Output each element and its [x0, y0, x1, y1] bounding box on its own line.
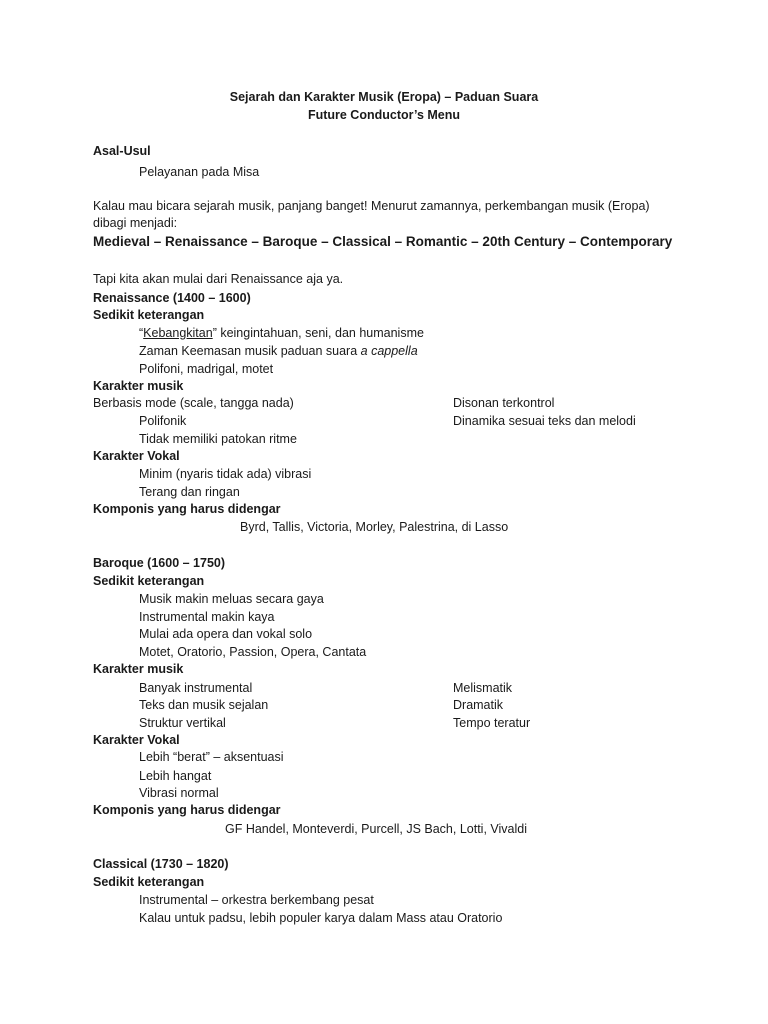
renaissance-komponis-list: Byrd, Tallis, Victoria, Morley, Palestrina, di Lasso [240, 520, 509, 534]
renaissance-karakter-left-item: Berbasis mode (scale, tangga nada) [93, 396, 294, 410]
keterangan-text: Zaman Keemasan musik paduan suara [139, 344, 361, 358]
italic-term: a cappella [360, 344, 418, 358]
quote-open: “ [139, 326, 144, 340]
renaissance-karakter-left-item: Tidak memiliki patokan ritme [139, 432, 297, 446]
renaissance-karakter-right-item: Disonan terkontrol [453, 396, 555, 410]
intro-paragraph-line-1: Kalau mau bicara sejarah musik, panjang banget! Menurut zamannya, perkembangan musik (Eropa) [93, 199, 650, 213]
keterangan-rest: ” keingintahuan, seni, dan humanisme [212, 326, 424, 340]
baroque-keterangan-item: Motet, Oratorio, Passion, Opera, Cantata [139, 645, 367, 659]
asal-usul-item: Pelayanan pada Misa [139, 165, 260, 179]
classical-keterangan-item: Kalau untuk padsu, lebih populer karya dalam Mass atau Oratorio [139, 911, 503, 925]
renaissance-keterangan-heading: Sedikit keterangan [93, 308, 205, 322]
baroque-keterangan-item: Mulai ada opera dan vokal solo [139, 627, 313, 641]
renaissance-keterangan-item [139, 325, 424, 341]
renaissance-karakter-musik-heading: Karakter musik [93, 379, 184, 393]
baroque-komponis-list: GF Handel, Monteverdi, Purcell, JS Bach, Lotti, Vivaldi [225, 822, 527, 836]
baroque-keterangan-item: Instrumental makin kaya [139, 610, 275, 624]
renaissance-komponis-heading: Komponis yang harus didengar [93, 502, 281, 516]
baroque-karakter-left-item: Teks dan musik sejalan [139, 698, 269, 712]
section-heading-renaissance: Renaissance (1400 – 1600) [93, 291, 251, 305]
renaissance-karakter-right-item: Dinamika sesuai teks dan melodi [453, 414, 636, 428]
section-heading-classical: Classical (1730 – 1820) [93, 857, 229, 871]
baroque-karakter-musik-heading: Karakter musik [93, 662, 184, 676]
renaissance-keterangan-item [139, 343, 418, 359]
document-subtitle: Future Conductor’s Menu [307, 108, 461, 122]
baroque-vokal-item: Lebih “berat” – aksentuasi [139, 750, 284, 764]
intro-paragraph-line-2: dibagi menjadi: [93, 216, 178, 230]
intro-start-line: Tapi kita akan mulai dari Renaissance aja ya. [93, 272, 344, 286]
section-heading-baroque: Baroque (1600 – 1750) [93, 556, 226, 570]
baroque-karakter-left-item: Banyak instrumental [139, 681, 253, 695]
baroque-karakter-vokal-heading: Karakter Vokal [93, 733, 180, 747]
baroque-vokal-item: Lebih hangat [139, 769, 212, 783]
renaissance-karakter-vokal-heading: Karakter Vokal [93, 449, 180, 463]
section-heading-asal-usul: Asal-Usul [93, 144, 151, 158]
baroque-karakter-left-item: Struktur vertikal [139, 716, 226, 730]
renaissance-vokal-item: Terang dan ringan [139, 485, 240, 499]
baroque-karakter-right-item: Melismatik [453, 681, 513, 695]
underlined-term: Kebangkitan [143, 326, 213, 340]
classical-keterangan-heading: Sedikit keterangan [93, 875, 205, 889]
baroque-keterangan-heading: Sedikit keterangan [93, 574, 205, 588]
baroque-karakter-right-item: Dramatik [453, 698, 504, 712]
baroque-vokal-item: Vibrasi normal [139, 786, 219, 800]
renaissance-keterangan-item: Polifoni, madrigal, motet [139, 362, 274, 376]
baroque-keterangan-item: Musik makin meluas secara gaya [139, 592, 324, 606]
baroque-karakter-right-item: Tempo teratur [453, 716, 531, 730]
baroque-komponis-heading: Komponis yang harus didengar [93, 803, 281, 817]
renaissance-karakter-left-item: Polifonik [139, 414, 187, 428]
era-list: Medieval – Renaissance – Baroque – Classical – Romantic – 20th Century – Contemporary [93, 234, 673, 249]
document-title: Sejarah dan Karakter Musik (Eropa) – Paduan Suara [229, 90, 539, 104]
classical-keterangan-item: Instrumental – orkestra berkembang pesat [139, 893, 374, 907]
renaissance-vokal-item: Minim (nyaris tidak ada) vibrasi [139, 467, 312, 481]
